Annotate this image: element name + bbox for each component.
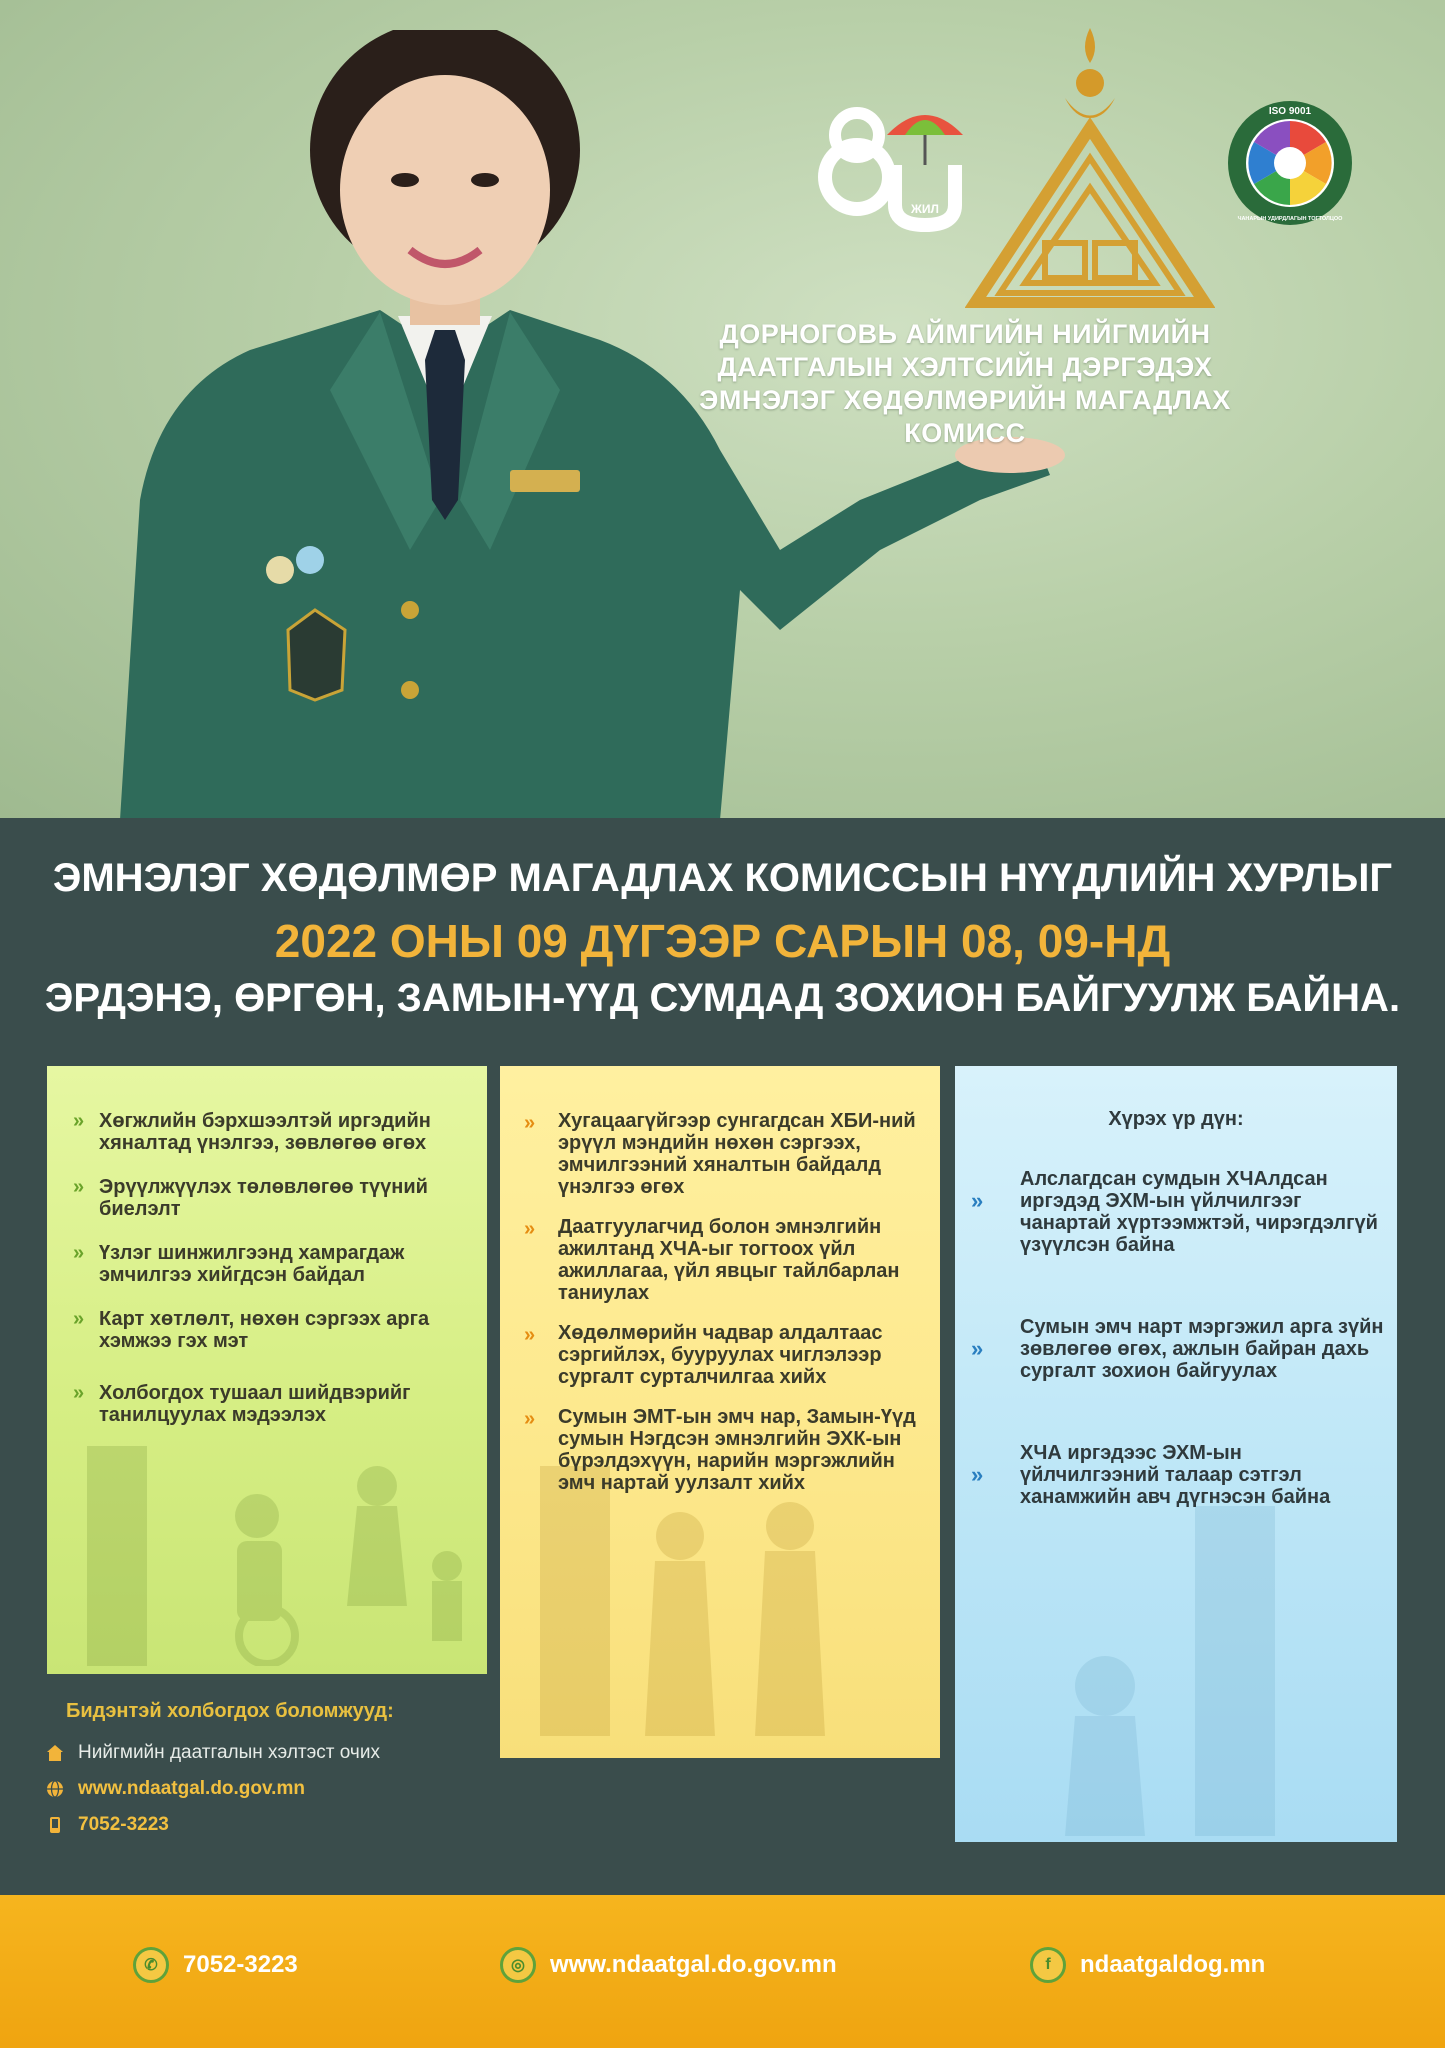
results-title: Хүрэх үр дүн:	[1108, 1108, 1244, 1130]
contact-office-text: Нийгмийн даатгалын хэлтэст очих	[78, 1742, 380, 1763]
chevron-right-icon: »	[73, 1176, 85, 1198]
chevron-right-icon: »	[73, 1308, 85, 1330]
headline-line-3: ЭРДЭНЭ, ӨРГӨН, ЗАМЫН-ҮҮД СУМДАД ЗОХИОН БАЙГУУЛЖ БАЙНА.	[44, 976, 1401, 1020]
facebook-icon: f	[1030, 1947, 1066, 1983]
footer-website[interactable]	[500, 1947, 837, 1983]
list-item: » Алслагдсан сумдын ХЧАлдсан иргэдэд ЭХМ-ын үйлчилгээг чанартай хүртээмжтэй, чирэгдэлгүй үзүүлсэн байна	[971, 1168, 1378, 1256]
chevron-right-icon: »	[971, 1462, 984, 1487]
chevron-right-icon: »	[524, 1408, 536, 1430]
list-item: » Хөгжлийн бэрхшээлтэй иргэдийн хяналтад үнэлгээ, зөвлөгөө өгөх	[73, 1110, 431, 1154]
organization-name	[595, 318, 1335, 450]
footer-phone[interactable]	[133, 1947, 298, 1983]
list-item: » Сумын эмч нарт мэргэжил арга зүйн зөвлөгөө өгөх, ажлын байран дахь сургалт зохион байгуулах	[971, 1316, 1384, 1382]
chevron-right-icon: »	[971, 1188, 984, 1213]
yellow-activity-list	[500, 1110, 940, 1494]
people-silhouette-illustration	[77, 1406, 477, 1666]
contact-phone[interactable]	[46, 1812, 169, 1838]
footer-bar	[0, 1895, 1445, 2048]
footer-facebook[interactable]	[1030, 1947, 1265, 1983]
footer-website-text[interactable]: www.ndaatgal.do.gov.mn	[550, 1951, 837, 1978]
list-item: » Карт хөтлөлт, нөхөн сэргээх арга хэмжээ гэх мэт	[73, 1308, 430, 1352]
activities-panel-yellow	[500, 1066, 940, 1758]
globe-icon	[46, 1780, 64, 1798]
home-icon	[46, 1744, 64, 1762]
list-item: » Үзлэг шинжилгээнд хамрагдаж эмчилгээ хийгдсэн байдал	[73, 1242, 405, 1286]
globe-icon: ◎	[500, 1947, 536, 1983]
chevron-right-icon: »	[524, 1112, 536, 1134]
iso-title: ISO 9001	[1268, 106, 1312, 117]
list-item: » Сумын ЭМТ-ын эмч нар, Замын-Үүд сумын Нэгдсэн эмнэлгийн ЭХК-ын бүрэлдэхүүн, нарийн мэргэжлийн эмч нартай уулзалт хийх	[524, 1406, 916, 1494]
list-item: » Холбогдох тушаал шийдвэрийг танилцуулах мэдээлэх	[73, 1382, 411, 1426]
chevron-right-icon: »	[73, 1242, 85, 1264]
headline-band	[0, 818, 1445, 1038]
list-item: » ХЧА иргэдээс ЭХМ-ын үйлчилгээний талаар сэтгэл ханамжийн авч дүгнэсэн байна	[971, 1442, 1331, 1508]
contacts-title: Бидэнтэй холбогдох боломжууд:	[66, 1700, 394, 1722]
footer-facebook-text[interactable]: ndaatgaldog.mn	[1080, 1951, 1266, 1978]
anniversary-label: ЖИЛ	[911, 202, 939, 216]
org-name-line-2: ДААТГАЛЫН ХЭЛТСИЙН ДЭРГЭДЭХ	[717, 352, 1213, 382]
org-name-line-3: ЭМНЭЛЭГ ХӨДӨЛМӨРИЙН МАГАДЛАХ	[699, 385, 1231, 415]
iso-ring-text: ЧАНАРЫН УДИРДЛАГЫН ТОГТОЛЦОО	[1237, 216, 1343, 222]
list-item: » Хөдөлмөрийн чадвар алдалтаас сэргийлэх, бууруулах чиглэлээр сургалт сурталчилгаа хийх	[524, 1322, 883, 1388]
headline-line-1: ЭМНЭЛЭГ ХӨДӨЛМӨР МАГАДЛАХ КОМИССЫН НҮҮДЛИЙН ХУРЛЫГ	[52, 856, 1393, 900]
commission-emblem-logo	[965, 18, 1215, 308]
contact-website-link[interactable]: www.ndaatgal.do.gov.mn	[78, 1778, 305, 1799]
green-activity-list	[47, 1110, 487, 1426]
contact-office	[46, 1740, 380, 1766]
chevron-right-icon: »	[524, 1324, 536, 1346]
hero-section	[0, 0, 1445, 818]
chevron-right-icon: »	[524, 1218, 536, 1240]
anniversary-80-logo	[815, 95, 975, 235]
org-name-line-1: ДОРНОГОВЬ АЙМГИЙН НИЙГМИЙН	[719, 319, 1211, 349]
contact-website[interactable]	[46, 1776, 305, 1802]
chevron-right-icon: »	[73, 1382, 85, 1404]
results-list	[955, 1168, 1397, 1508]
footer-phone-text[interactable]: 7052-3223	[183, 1951, 298, 1978]
headline-date: 2022 ОНЫ 09 ДҮГЭЭР САРЫН 08, 09-НД	[274, 915, 1171, 967]
chevron-right-icon: »	[73, 1110, 85, 1132]
chevron-right-icon: »	[971, 1336, 984, 1361]
results-panel-blue	[955, 1066, 1397, 1842]
list-item: » Эрүүлжүүлэх төлөвлөгөө түүний биелэлт	[73, 1176, 428, 1220]
phone-icon: ✆	[133, 1947, 169, 1983]
org-name-line-4: КОМИСС	[904, 418, 1026, 448]
list-item: » Даатгуулагчид болон эмнэлгийн ажилтанд ХЧА-ыг тогтоох үйл ажиллагаа, үйл явцыг тайлбарлан таниулах	[524, 1216, 900, 1304]
contact-phone-number[interactable]: 7052-3223	[78, 1814, 169, 1835]
activities-panel-green	[47, 1066, 487, 1674]
phone-icon	[46, 1816, 64, 1834]
iso-9001-badge	[1225, 98, 1355, 228]
building-silhouette-illustration	[995, 1486, 1375, 1836]
list-item: » Хугацаагүйгээр сунгагдсан ХБИ-ний эрүүл мэндийн нөхөн сэргээх, эмчилгээний хяналтын байдалд үнэлгээ өгөх	[524, 1110, 916, 1198]
